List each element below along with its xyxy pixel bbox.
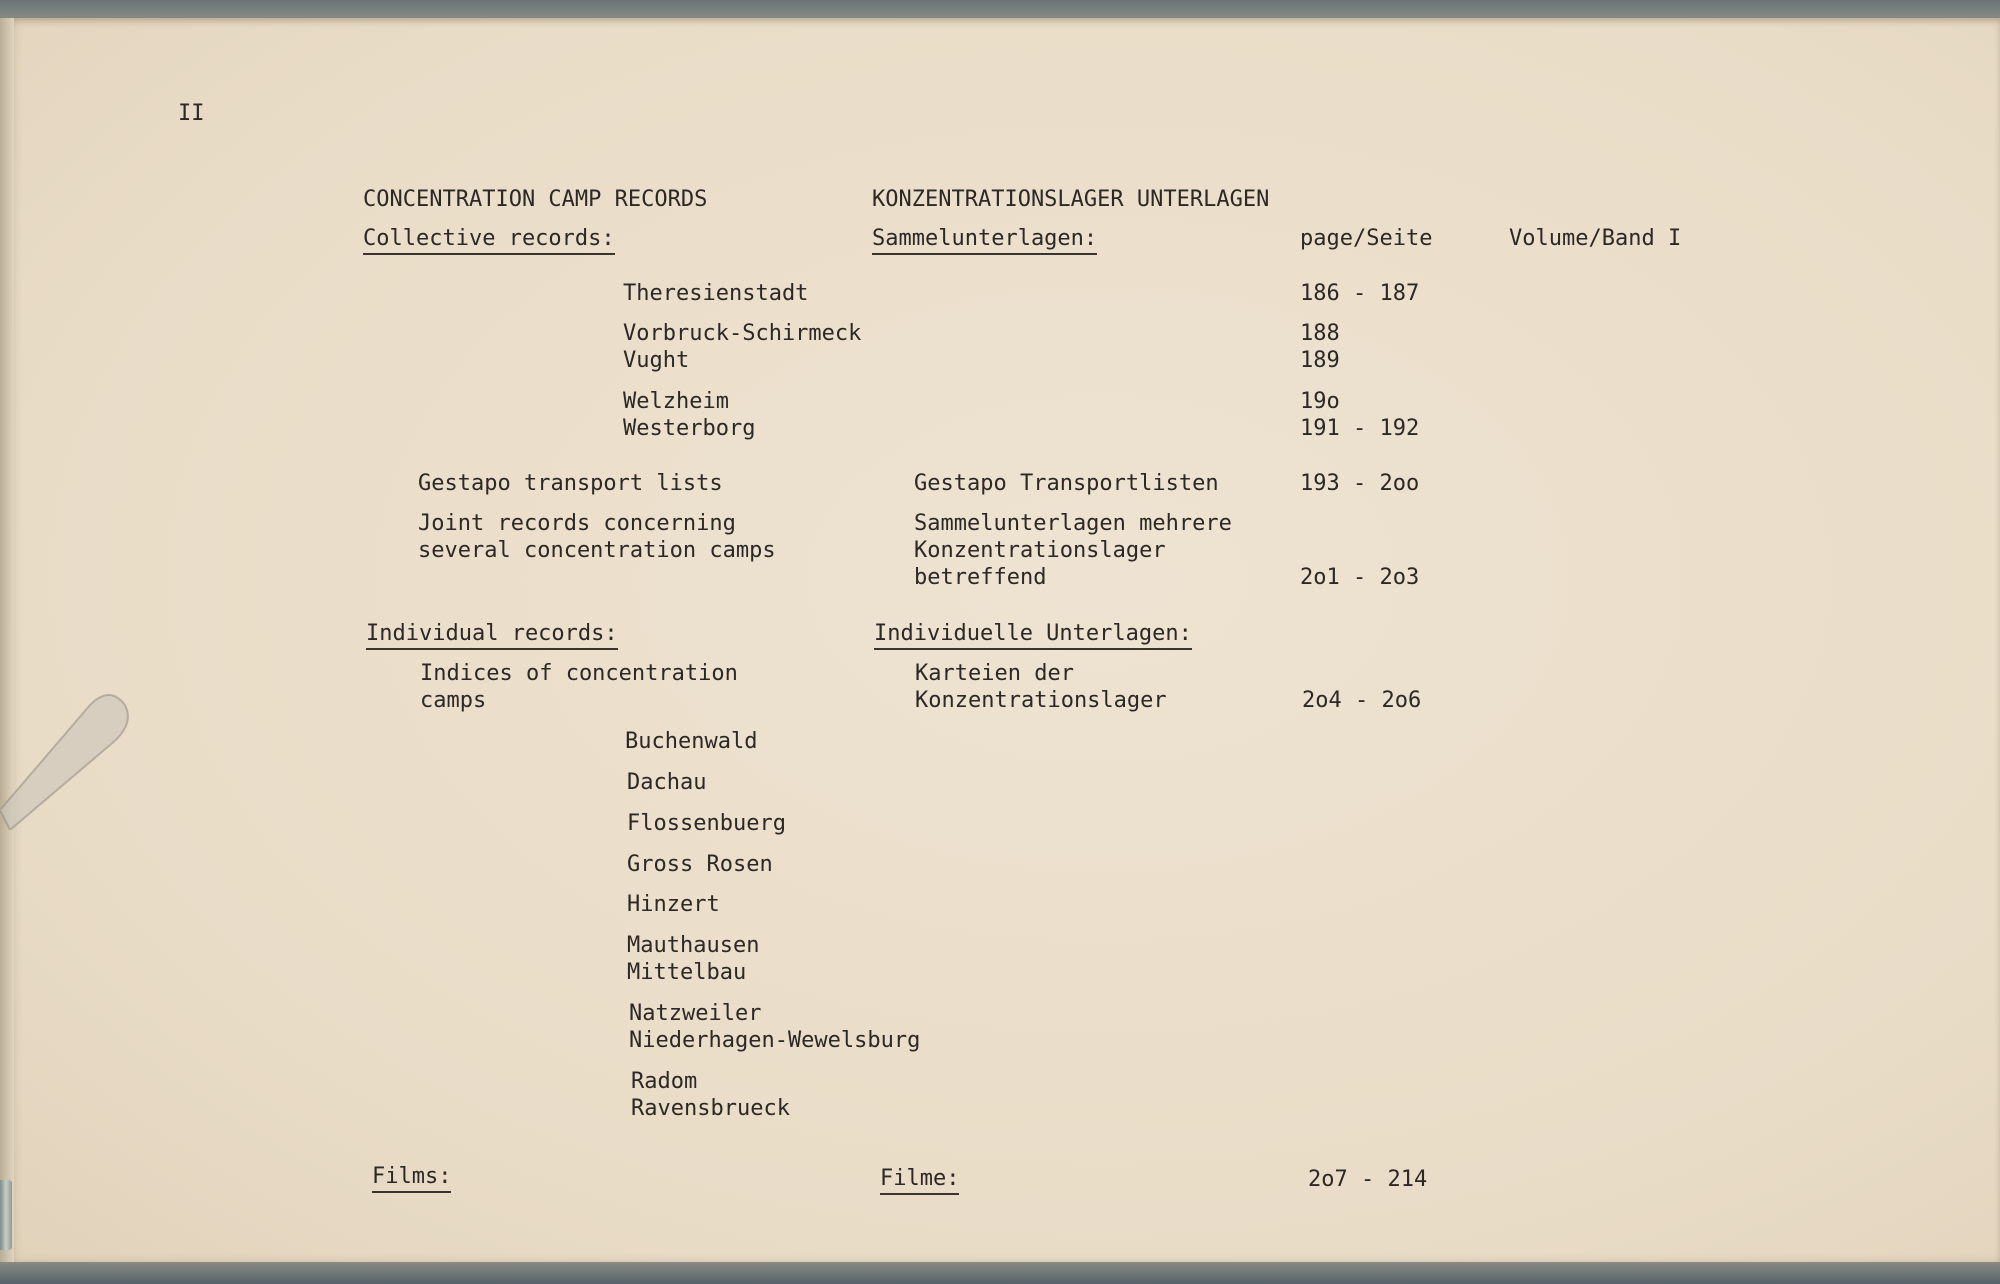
frame-bottom (0, 1262, 2000, 1284)
camp-pages: 188 (1300, 321, 1340, 346)
gestapo-en: Gestapo transport lists (418, 471, 723, 496)
collective-heading-de: Sammelunterlagen: (872, 225, 1097, 255)
individual-camp: Niederhagen-Wewelsburg (629, 1028, 921, 1053)
camp-name: Westerborg (623, 416, 756, 441)
indices-pages: 2o4 - 2o6 (1302, 688, 1422, 713)
binder-clip (0, 1180, 12, 1250)
camp-name: Theresienstadt (623, 281, 809, 306)
joint-pages: 2o1 - 2o3 (1300, 565, 1420, 590)
collective-heading-en: Collective records: (363, 225, 615, 255)
gestapo-pages: 193 - 2oo (1300, 471, 1420, 496)
individual-camp: Gross Rosen (627, 852, 773, 877)
indices-en-line: camps (420, 688, 487, 713)
gestapo-de: Gestapo Transportlisten (914, 471, 1219, 496)
page-column-header: page/Seite (1300, 226, 1433, 251)
camp-pages: 189 (1300, 348, 1340, 373)
binder-edge (0, 18, 14, 1264)
films-de: Filme: (880, 1165, 959, 1195)
individual-camp: Hinzert (627, 892, 720, 917)
joint-de-line: betreffend (914, 565, 1047, 590)
page-marker: II (178, 101, 205, 126)
films-pages: 2o7 - 214 (1308, 1167, 1428, 1192)
individual-heading-de: Individuelle Unterlagen: (874, 620, 1192, 650)
camp-pages: 19o (1300, 389, 1340, 414)
individual-camp: Mauthausen (627, 933, 760, 958)
title-de: KONZENTRATIONSLAGER UNTERLAGEN (872, 187, 1270, 212)
individual-camp: Radom (631, 1069, 698, 1094)
joint-en-line: several concentration camps (418, 538, 776, 563)
individual-camp: Ravensbrueck (631, 1096, 790, 1121)
camp-name: Vught (623, 348, 690, 373)
indices-en-line: Indices of concentration (420, 661, 738, 686)
camp-name: Welzheim (623, 389, 729, 414)
camp-name: Vorbruck-Schirmeck (623, 321, 862, 346)
individual-camp: Natzweiler (629, 1001, 762, 1026)
joint-de-line: Konzentrationslager (914, 538, 1166, 563)
individual-camp: Dachau (627, 770, 707, 795)
individual-camp: Flossenbuerg (627, 811, 786, 836)
individual-camp: Mittelbau (627, 960, 747, 985)
joint-en-line: Joint records concerning (418, 511, 736, 536)
indices-de-line: Karteien der (915, 661, 1074, 686)
indices-de-line: Konzentrationslager (915, 688, 1167, 713)
individual-camp: Buchenwald (625, 729, 758, 754)
camp-pages: 191 - 192 (1300, 416, 1420, 441)
joint-de-line: Sammelunterlagen mehrere (914, 511, 1232, 536)
camp-pages: 186 - 187 (1300, 281, 1420, 306)
individual-heading-en: Individual records: (366, 620, 618, 650)
films-en: Films: (372, 1163, 451, 1193)
volume-label: Volume/Band I (1509, 226, 1682, 251)
title-en: CONCENTRATION CAMP RECORDS (363, 187, 708, 212)
